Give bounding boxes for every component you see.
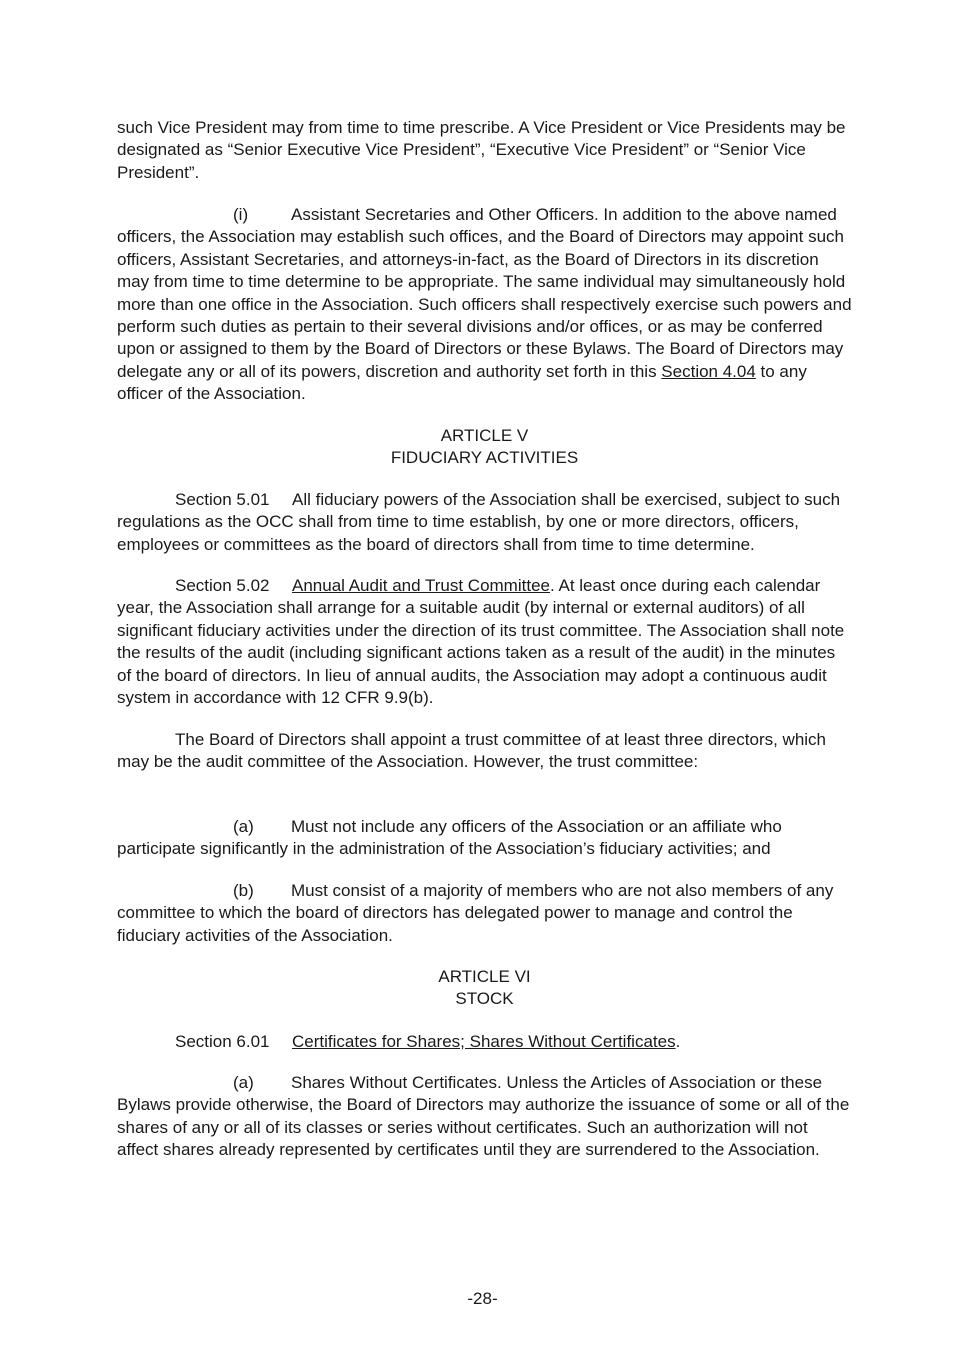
item-label: (a) [233,817,254,836]
section-reference-link[interactable]: Section 4.04 [661,361,756,381]
paragraph-trust-committee [117,729,852,774]
section-number: Section 6.01 [175,1032,270,1051]
subsection-i [117,204,852,406]
item-text: Must consist of a majority of members who are not also members of any committee to which the board of directors has delegated power to manage and control the fiduciary activities of the Association. [117,881,834,945]
paragraph-vice-president [117,117,852,184]
item-label: (b) [233,881,254,900]
article-vi-heading [117,966,852,1011]
section-title: Annual Audit and Trust Committee [292,576,550,595]
article-number: ARTICLE VI [438,967,531,986]
section-number: Section 5.02 [175,576,270,595]
page-number: -28- [467,1289,498,1308]
subsection-label: (i) [233,205,249,224]
item-text: Must not include any officers of the Association or an affiliate who participate significantly in the administration of the Association’s fiduciary activities; and [117,817,782,859]
article-title: FIDUCIARY ACTIVITIES [390,448,579,468]
article-v-heading [117,425,852,470]
article-number: ARTICLE V [440,426,529,445]
section-number: Section 5.01 [175,490,270,509]
subsection-title: Assistant Secretaries and Other Officers. [291,205,599,224]
paragraph-text: The Board of Directors shall appoint a trust committee of at least three directors, which may be the audit committee of the Association. However, the trust committee: [117,730,827,772]
item-title: Shares Without Certificates. [291,1073,502,1092]
item-label: (a) [233,1073,254,1092]
subsection-text: In addition to the above named officers, the Association may establish such offices, and the Board of Directors may appoint such officers, Assistant Secretaries, and attorneys-in-fact, as the Board of Directors in its discretion may from time to time determine to be appropriate. The same individual may simultaneously hold more than one office in the Association. Such officers shall respectively exercise such powers and perform such duties as pertain to their several divisions and/or offices, or as may be conferred upon or assigned to them by the Board of Directors or these Bylaws. The Board of Directors may delegate any or all of its powers, discretion and authority set forth in this [117,205,852,381]
article-title: STOCK [455,989,514,1009]
section-5-01 [117,489,852,556]
item-a [117,816,852,861]
section-6-01 [117,1031,852,1053]
section-5-02 [117,575,852,709]
section-title: Certificates for Shares; Shares Without Certificates [292,1032,676,1051]
item-text: Unless the Articles of Association or these Bylaws provide otherwise, the Board of Directors may authorize the issuance of some or all of the shares of any or all of its classes or series without certificates. Such an authorization will not affect shares already represented by certificates until they are surrendered to the Association. [117,1073,850,1160]
paragraph-text: such Vice President may from time to time prescribe. A Vice President or Vice Presidents may be designated as “Senior Executive Vice President”, “Executive Vice President” or “Senior Vice President”. [117,118,846,182]
item-b [117,880,852,947]
section-text: All fiduciary powers of the Association shall be exercised, subject to such regulations as the OCC shall from time to time establish, by one or more directors, officers, employees or committees as the board of directors shall from time to time determine. [117,490,841,554]
section-title-period: . [675,1032,681,1051]
section-6-01-a [117,1072,852,1162]
subsection-text-end: to any officer of the Association. [117,361,807,404]
section-text: . At least once during each calendar year, the Association shall arrange for a suitable audit (by internal or external auditors) of all significant fiduciary activities under the direction of its trust committee. The Association shall note the results of the audit (including significant actions taken as a result of the audit) in the minutes of the board of directors. In lieu of annual audits, the Association may adopt a continuous audit system in accordance with 12 CFR 9.9(b). [117,576,845,708]
